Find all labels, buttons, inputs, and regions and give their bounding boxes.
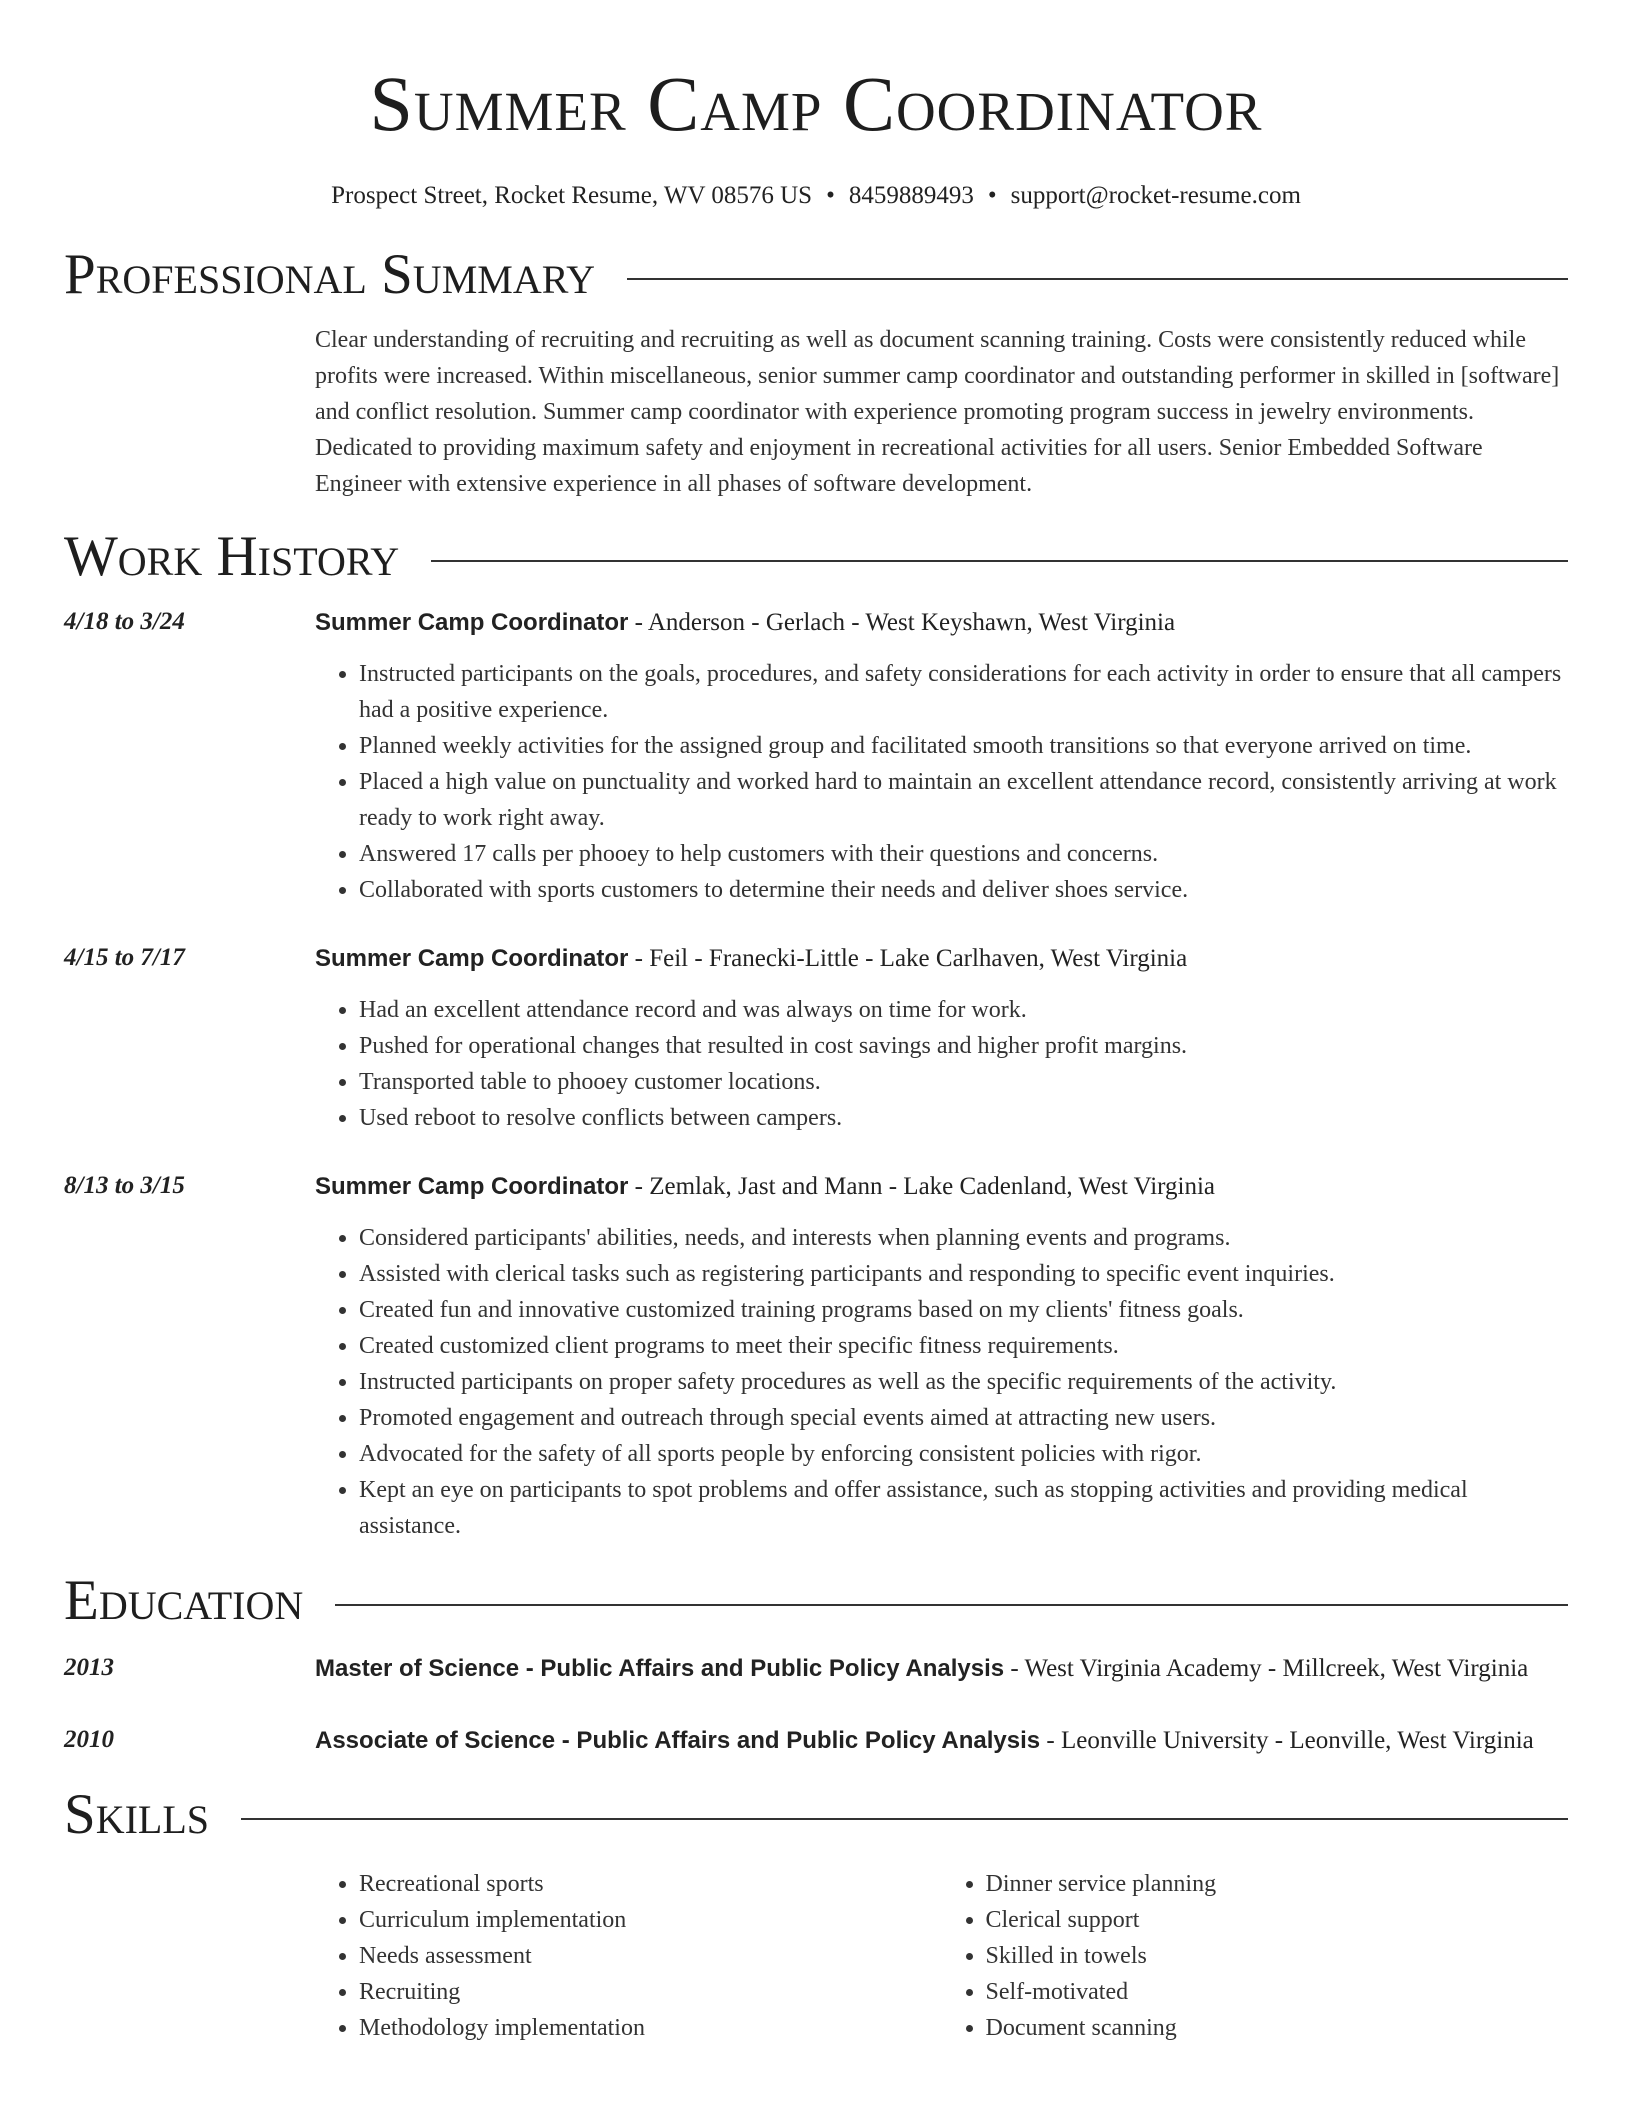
skills-section-header [64, 1782, 1568, 1848]
skills-list-right [942, 1866, 1569, 2046]
skill-item: • Curriculum implementation [359, 1902, 942, 1938]
contact-line [64, 180, 1568, 212]
job-bullet: • Instructed participants on the goals, procedures, and safety considerations for each activity in order to ensure that all campers had a positive experience. [359, 656, 1568, 728]
education-degree: Associate of Science - Public Affairs and Public Policy Analysis [315, 1727, 1041, 1754]
job-dates: 4/15 to 7/17 [64, 944, 185, 971]
job-bullet: • Instructed participants on proper safety procedures as well as the specific requirements of the activity. [359, 1364, 1568, 1400]
skill-item: • Needs assessment [359, 1938, 942, 1974]
job-bullets [315, 1220, 1568, 1544]
section-divider [335, 1604, 1568, 1606]
education-details: - West Virginia Academy - Millcreek, West Virginia [1004, 1655, 1529, 1682]
education-entry [64, 1722, 1568, 1760]
job-bullet: • Considered participants' abilities, needs, and interests when planning events and programs. [359, 1220, 1568, 1256]
contact-separator: • [826, 182, 835, 209]
job-bullets [315, 992, 1568, 1136]
skill-item: • Recreational sports [359, 1866, 942, 1902]
summary-section-header [64, 242, 1568, 308]
work-section-header [64, 524, 1568, 590]
job-bullet: • Planned weekly activities for the assigned group and facilitated smooth transitions so that everyone arrived on time. [359, 728, 1568, 764]
summary-heading: Professional Summary [64, 243, 596, 306]
education-details: - Leonville University - Leonville, West Virginia [1040, 1727, 1534, 1754]
summary-row [64, 322, 1568, 502]
job-title-line [315, 604, 1568, 642]
job-bullet: • Created fun and innovative customized training programs based on my clients' fitness goals. [359, 1292, 1568, 1328]
job-entry [64, 604, 1568, 908]
section-divider [627, 278, 1568, 280]
job-details: - Anderson - Gerlach - West Keyshawn, West Virginia [628, 609, 1176, 636]
skill-item: • Document scanning [986, 2010, 1569, 2046]
job-entry [64, 1168, 1568, 1544]
education-entry [64, 1650, 1568, 1688]
education-degree: Master of Science - Public Affairs and Public Policy Analysis [315, 1655, 1005, 1682]
contact-email: support@rocket-resume.com [1010, 182, 1301, 209]
skills-heading: Skills [64, 1783, 210, 1846]
job-bullet: • Created customized client programs to meet their specific fitness requirements. [359, 1328, 1568, 1364]
job-bullet: • Assisted with clerical tasks such as registering participants and responding to specific event inquiries. [359, 1256, 1568, 1292]
job-bullet: • Placed a high value on punctuality and worked hard to maintain an excellent attendance record, consistently arriving at work ready to work right away. [359, 764, 1568, 836]
job-entry [64, 940, 1568, 1136]
job-title-line [315, 940, 1568, 978]
skill-item: • Recruiting [359, 1974, 942, 2010]
job-bullet: • Answered 17 calls per phooey to help customers with their questions and concerns. [359, 836, 1568, 872]
summary-text: Clear understanding of recruiting and recruiting as well as document scanning training. Costs were consistently reduced while profits were increased. Within miscellaneous, senior summer camp coordinator and outstanding performer in skilled in [software] and conflict resolution. Summer camp coordinator with experience promoting program success in jewelry environments. Dedicated to providing maximum safety and enjoyment in recreational activities for all users. Senior Embedded Software Engineer with extensive experience in all phases of software development. [315, 327, 1560, 497]
job-dates: 4/18 to 3/24 [64, 608, 185, 635]
education-year: 2013 [64, 1654, 114, 1681]
section-divider [431, 560, 1568, 562]
job-title-line [315, 1168, 1568, 1206]
skill-item: • Clerical support [986, 1902, 1569, 1938]
skill-item: • Skilled in towels [986, 1938, 1569, 1974]
education-heading: Education [64, 1569, 304, 1632]
job-bullet: • Promoted engagement and outreach through special events aimed at attracting new users. [359, 1400, 1568, 1436]
contact-address: Prospect Street, Rocket Resume, WV 08576 US [331, 182, 813, 209]
contact-separator: • [987, 182, 997, 209]
job-details: - Zemlak, Jast and Mann - Lake Cadenland, West Virginia [628, 1173, 1215, 1200]
education-year: 2010 [64, 1726, 114, 1753]
job-dates: 8/13 to 3/15 [64, 1172, 185, 1199]
job-bullet: • Collaborated with sports customers to determine their needs and deliver shoes service. [359, 872, 1568, 908]
job-bullet: • Kept an eye on participants to spot problems and offer assistance, such as stopping activities and providing medical assistance. [359, 1472, 1568, 1544]
job-bullet: • Advocated for the safety of all sports people by enforcing consistent policies with rigor. [359, 1436, 1568, 1472]
job-bullet: • Pushed for operational changes that resulted in cost savings and higher profit margins. [359, 1028, 1568, 1064]
skill-item: • Methodology implementation [359, 2010, 942, 2046]
section-divider [241, 1818, 1568, 1820]
skill-item: • Dinner service planning [986, 1866, 1569, 1902]
job-bullet: • Had an excellent attendance record and was always on time for work. [359, 992, 1568, 1028]
job-bullet: • Transported table to phooey customer locations. [359, 1064, 1568, 1100]
contact-phone: 8459889493 [848, 182, 974, 209]
job-bullet: • Used reboot to resolve conflicts between campers. [359, 1100, 1568, 1136]
skill-item: • Self-motivated [986, 1974, 1569, 2010]
resume-name: Summer Camp Coordinator [369, 60, 1263, 147]
job-bullets [315, 656, 1568, 908]
work-heading: Work History [64, 525, 400, 588]
job-title: Summer Camp Coordinator [315, 945, 629, 972]
job-title: Summer Camp Coordinator [315, 1173, 629, 1200]
skills-list-left [315, 1866, 942, 2046]
skills-columns [315, 1866, 1568, 2046]
education-section-header [64, 1568, 1568, 1634]
skills-row [64, 1866, 1568, 2046]
job-details: - Feil - Franecki-Little - Lake Carlhaven, West Virginia [628, 945, 1188, 972]
job-title: Summer Camp Coordinator [315, 609, 629, 636]
